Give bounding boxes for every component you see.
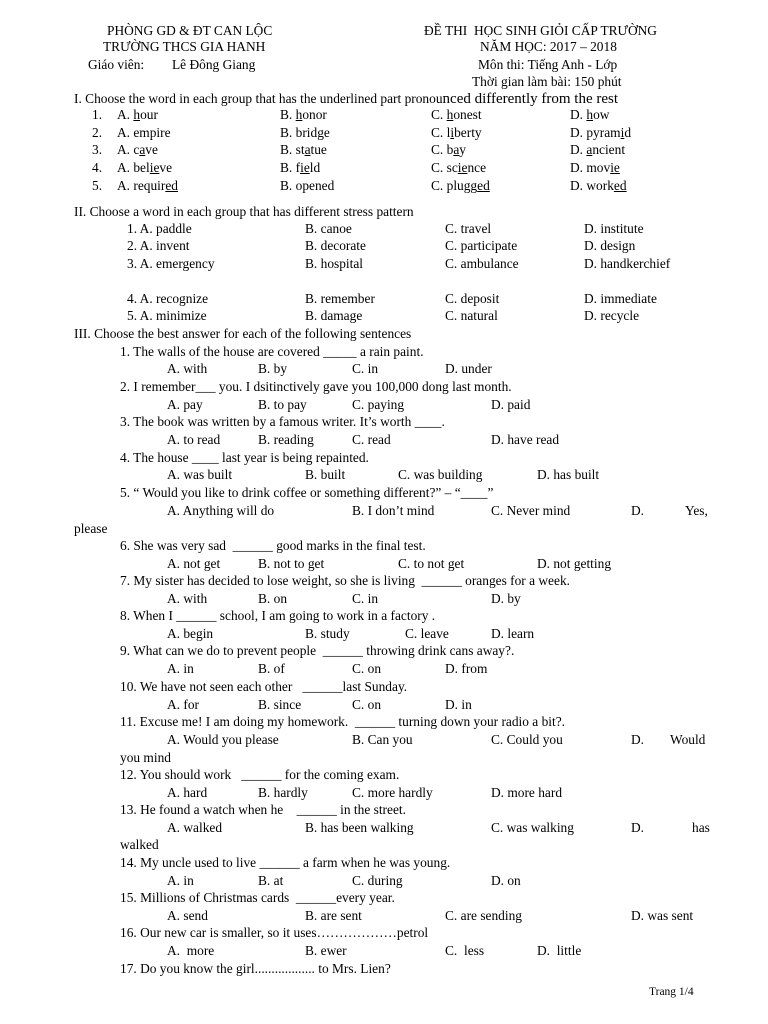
answer-option: Yes, (685, 503, 708, 518)
option: D. institute (584, 221, 644, 236)
answer-option: C. read (352, 432, 391, 447)
item-number: 2. (92, 124, 103, 140)
question-text: 13. He found a watch when he ______ in the street. (120, 802, 406, 817)
answer-option: D. not getting (537, 556, 612, 571)
answer-option: D. in (445, 697, 472, 712)
question-text: 10. We have not seen each other ______last Sunday. (120, 679, 408, 694)
option: C. science (431, 160, 487, 176)
option: A. hour (117, 107, 158, 122)
answer-option: A. was built (167, 467, 233, 482)
teacher-name: Lê Đông Giang (172, 57, 256, 72)
answer-option: B. since (258, 697, 302, 712)
answer-option: A. more (167, 943, 215, 958)
answer-option: B. reading (258, 432, 314, 447)
answer-option: C. leave (405, 626, 449, 641)
option: 4. A. recognize (127, 291, 209, 306)
answer-option: D. more hard (491, 785, 563, 800)
option: A. believe (117, 160, 173, 176)
option: B. opened (280, 177, 335, 193)
question-text: 15. Millions of Christmas cards ______every year. (120, 890, 395, 905)
option: B. damage (305, 308, 363, 323)
option: 3. A. emergency (127, 256, 215, 271)
option: C. honest (431, 107, 482, 122)
option: 2. A. invent (127, 238, 190, 253)
option: C. plugged (431, 177, 490, 193)
option: A. required (117, 177, 178, 193)
answer-option: C. on (352, 661, 382, 676)
option: D. pyramid (570, 124, 632, 140)
answer-option: C. are sending (445, 908, 522, 923)
option: B. statue (280, 142, 327, 158)
answer-option: D. by (491, 591, 521, 606)
answer-option: A. begin (167, 626, 214, 641)
answer-option: C. on (352, 697, 382, 712)
option: C. participate (445, 238, 518, 253)
option: C. deposit (445, 291, 500, 306)
answer-option: B. on (258, 591, 288, 606)
answer-option: A. in (167, 661, 194, 676)
answer-option: C. paying (352, 397, 405, 412)
option: D. worked (570, 177, 627, 193)
answer-option: D. (631, 503, 645, 518)
answer-option: A. in (167, 873, 194, 888)
answer-option: D. (631, 732, 645, 747)
option: C. natural (445, 308, 498, 323)
answer-option: C. in (352, 591, 379, 606)
question-text: 9. What can we do to prevent people ______ throwing drink cans away?. (120, 643, 515, 658)
option: B. hospital (305, 256, 364, 271)
school-name: TRƯỜNG THCS GIA HANH (103, 39, 266, 54)
wrapped-text: walked (120, 837, 159, 852)
answer-option: C. more hardly (352, 785, 433, 800)
answer-option: C. to not get (398, 556, 465, 571)
question-text: 5. “ Would you like to drink coffee or something different?” – “____” (120, 485, 494, 500)
school-year: NĂM HỌC: 2017 – 2018 (480, 39, 617, 54)
answer-option: C. Never mind (491, 503, 571, 518)
question-text: 8. When I ______ school, I am going to work in a factory . (120, 608, 436, 623)
answer-option: A. walked (167, 820, 223, 835)
answer-option: C. was building (398, 467, 483, 482)
wrapped-text: you mind (120, 750, 171, 765)
subject: Môn thi: Tiếng Anh - Lớp (478, 57, 618, 72)
option: B. honor (280, 107, 327, 122)
answer-option: B. built (305, 467, 346, 482)
question-text: 6. She was very sad ______ good marks in the final test. (120, 538, 426, 553)
answer-option: B. hardly (258, 785, 308, 800)
answer-option: D. has built (537, 467, 600, 482)
answer-option: D. little (537, 943, 582, 958)
answer-option: D. have read (491, 432, 560, 447)
option: A. cave (117, 142, 158, 158)
page-number: Trang 1/4 (649, 986, 694, 998)
answer-option: A. Anything will do (167, 503, 275, 518)
section-3-title: III. Choose the best answer for each of the following sentences (74, 326, 412, 341)
option: D. how (570, 107, 610, 122)
answer-option: A. not get (167, 556, 221, 571)
question-text: 7. My sister has decided to lose weight, so she is living ______ oranges for a week. (120, 573, 570, 588)
question-text: 2. I remember___ you. I dsitinctively gave you 100,000 dong last month. (120, 379, 512, 394)
item-number: 4. (92, 160, 103, 176)
item-number: 1. (92, 107, 103, 122)
answer-option: B. to pay (258, 397, 307, 412)
option: C. liberty (431, 124, 482, 140)
answer-option: D. learn (491, 626, 535, 641)
answer-option: B. ewer (305, 943, 347, 958)
duration: Thời gian làm bài: 150 phút (472, 74, 622, 89)
answer-option: D. on (491, 873, 521, 888)
answer-option: B. study (305, 626, 350, 641)
exam-title: ĐỀ THI HỌC SINH GIỎI CẤP TRƯỜNG (424, 23, 657, 38)
option: A. empire (117, 124, 171, 140)
answer-option: C. Could you (491, 732, 563, 747)
answer-option: B. by (258, 361, 288, 376)
option: B. field (280, 160, 321, 176)
question-text: 17. Do you know the girl.................. to Mrs. Lien? (120, 961, 391, 976)
answer-option: A. to read (167, 432, 221, 447)
answer-option: D. was sent (631, 908, 694, 923)
answer-option: C. in (352, 361, 379, 376)
answer-option: B. at (258, 873, 284, 888)
option: D. immediate (584, 291, 657, 306)
answer-option: D. from (445, 661, 488, 676)
answer-option: Would (670, 732, 706, 747)
answer-option: A. with (167, 361, 208, 376)
answer-option: A. hard (167, 785, 208, 800)
answer-option: B. of (258, 661, 285, 676)
option: D. design (584, 238, 636, 253)
answer-option: A. pay (167, 397, 203, 412)
option: C. bay (431, 142, 466, 158)
option: D. movie (570, 160, 620, 176)
answer-option: D. (631, 820, 645, 835)
section-2-title: II. Choose a word in each group that has different stress pattern (74, 204, 414, 219)
question-text: 1. The walls of the house are covered _____ a rain paint. (120, 344, 424, 359)
option: D. ancient (570, 142, 626, 158)
answer-option: B. not to get (258, 556, 325, 571)
answer-option: A. Would you please (167, 732, 279, 747)
question-text: 3. The book was written by a famous writer. It’s worth ____. (120, 414, 445, 429)
item-number: 5. (92, 177, 103, 193)
option: D. recycle (584, 308, 640, 323)
answer-option: B. Can you (352, 732, 413, 747)
answer-option: B. has been walking (305, 820, 414, 835)
option: B. canoe (305, 221, 352, 236)
answer-option: D. under (445, 361, 492, 376)
answer-option: A. for (167, 697, 199, 712)
option: C. travel (445, 221, 492, 236)
question-text: 11. Excuse me! I am doing my homework. ______ turning down your radio a bit?. (120, 714, 566, 729)
option: 1. A. paddle (127, 221, 192, 236)
option: B. bridge (280, 124, 330, 140)
section-1-title: I. Choose the word in each group that has the underlined part pronounced differently from the rest (74, 91, 619, 107)
question-text: 14. My uncle used to live ______ a farm when he was young. (120, 855, 451, 870)
item-number: 3. (92, 142, 103, 158)
answer-option: D. paid (491, 397, 531, 412)
answer-option: C. was walking (491, 820, 574, 835)
option: C. ambulance (445, 256, 519, 271)
teacher-label: Giáo viên: (88, 57, 145, 72)
answer-option: has (692, 820, 710, 835)
answer-option: A. with (167, 591, 208, 606)
answer-option: B. are sent (305, 908, 362, 923)
answer-option: C. during (352, 873, 403, 888)
wrapped-text: please (74, 521, 108, 536)
question-text: 12. You should work ______ for the coming exam. (120, 767, 400, 782)
option: D. handkerchief (584, 256, 671, 271)
dept-name: PHÒNG GD & ĐT CAN LỘC (107, 23, 273, 38)
answer-option: A. send (167, 908, 208, 923)
answer-option: B. I don’t mind (352, 503, 435, 518)
answer-option: C. less (445, 943, 485, 958)
question-text: 16. Our new car is smaller, so it uses………………petrol (120, 925, 429, 940)
option: B. remember (305, 291, 375, 306)
question-text: 4. The house ____ last year is being repainted. (120, 450, 369, 465)
option: 5. A. minimize (127, 308, 207, 323)
option: B. decorate (305, 238, 366, 253)
